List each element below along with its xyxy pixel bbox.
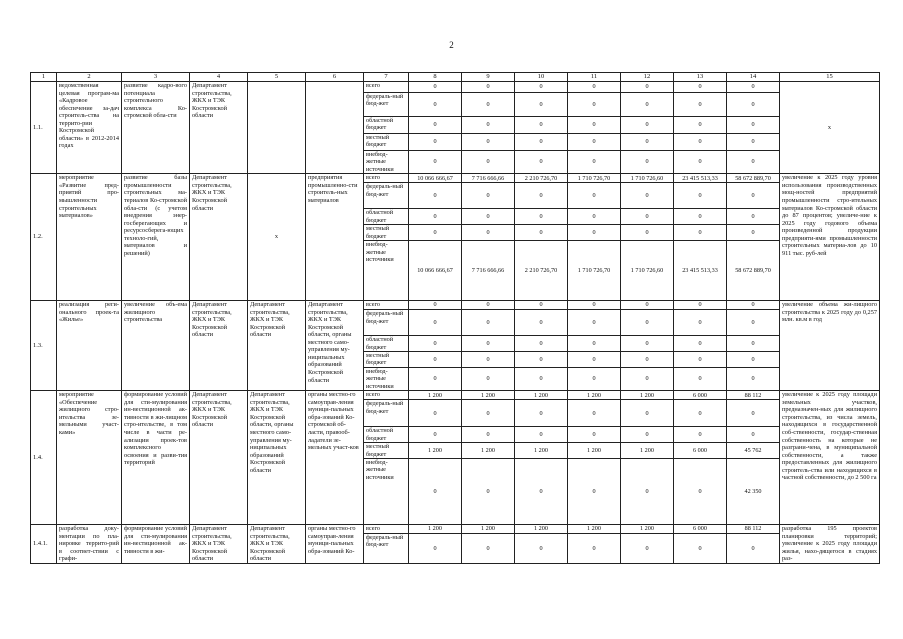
amount-cell: 1 200 [409,525,462,534]
amount-cell: 0 [727,225,780,241]
amount-cell: 0 [515,310,568,336]
header-cell: 11 [568,73,621,82]
header-cell: 7 [364,73,409,82]
amount-cell: 0 [409,151,462,174]
row-index: 1.4. [31,391,57,525]
amount-cell: 0 [462,336,515,352]
amount-cell: 0 [727,82,780,93]
amount-cell: 0 [674,117,727,134]
amount-cell: 0 [515,400,568,427]
amount-cell: 0 [568,117,621,134]
amount-cell: 0 [621,151,674,174]
co-executor-cell: Департамент строительства, ЖКХ и ТЭК Костромской области, органы местного само-управления му-ниципальных образований Костромской области [248,391,306,525]
funding-source-cell: всего [364,391,409,400]
amount-cell: 0 [674,301,727,310]
amount-cell: 0 [568,225,621,241]
row-index: 1.2. [31,174,57,301]
funding-source-cell: федераль-ный бюд-жет [364,183,409,209]
header-cell: 9 [462,73,515,82]
amount-cell: 0 [409,209,462,225]
amount-cell: 58 672 889,70 [727,174,780,183]
header-row [31,73,880,82]
header-cell: 3 [122,73,190,82]
amount-cell: 0 [462,183,515,209]
responsible-cell: Департамент строительства, ЖКХ и ТЭК Костромской области [190,174,248,301]
amount-cell: 1 200 [621,391,674,400]
amount-cell: 0 [621,225,674,241]
co-executor-cell [248,82,306,174]
header-cell: 5 [248,73,306,82]
funding-source-cell: местный бюджет [364,134,409,151]
amount-cell: 1 710 726,70 [568,174,621,183]
amount-cell: 0 [621,117,674,134]
amount-cell: 0 [568,93,621,117]
funding-source-cell: федераль-ный бюд-жет [364,400,409,427]
amount-cell: 0 [621,134,674,151]
funding-source-cell: областной бюджет [364,427,409,443]
amount-cell: 7 716 666,66 [462,174,515,183]
amount-cell: 0 [462,93,515,117]
amount-cell: 0 [462,427,515,443]
page-number: 2 [449,40,454,50]
amount-cell: 0 [568,82,621,93]
amount-cell: 2 210 726,70 [515,241,568,301]
goal-cell: развитие базы промышленности строительных ма-териалов Ко-стромской обла-сти (с учетом внедрения энер-госберегающих и ресурсосберега-ющих техноло-гий, материалов и решений) [122,174,190,301]
table-row [31,525,880,534]
amount-cell: 0 [727,117,780,134]
participants-cell: Департамент строительства, ЖКХ и ТЭК Костромской области, органы местного само-управления му-ниципальных образований Костромской области [306,301,364,391]
funding-source-cell: местный бюджет [364,443,409,459]
amount-cell: 0 [568,459,621,525]
amount-cell: 0 [462,151,515,174]
amount-cell: 6 000 [674,391,727,400]
funding-source-cell: всего [364,301,409,310]
amount-cell: 0 [568,336,621,352]
header-cell: 13 [674,73,727,82]
amount-cell: 0 [462,367,515,390]
amount-cell: 0 [462,351,515,367]
amount-cell: 0 [674,134,727,151]
participants-cell: предприятия промышленно-сти строитель-ных материалов [306,174,364,301]
amount-cell: 23 415 513,33 [674,241,727,301]
amount-cell: 0 [674,534,727,564]
amount-cell: 45 762 [727,443,780,459]
amount-cell: 1 200 [409,443,462,459]
expected-result-cell: увеличение объема жи-лищного строительства к 2025 году до 0,257 млн. кв.м в год [780,301,880,391]
amount-cell: 0 [568,400,621,427]
funding-source-cell: местный бюджет [364,351,409,367]
amount-cell: 0 [515,367,568,390]
amount-cell: 0 [515,82,568,93]
amount-cell: 1 200 [409,391,462,400]
amount-cell: 0 [674,336,727,352]
goal-cell: формирование условий для сти-мулирования ин-вестиционной ак-тивности в жи-лищном стро-ительстве, в том числе в части ре-ализации проек-тов комплексного освоения и разви-тия территорий [122,391,190,525]
expected-result-cell: х [780,82,880,174]
amount-cell: 1 200 [568,525,621,534]
amount-cell: 0 [674,367,727,390]
amount-cell: 1 200 [515,391,568,400]
amount-cell: 6 000 [674,443,727,459]
amount-cell: 0 [462,534,515,564]
funding-source-cell: федераль-ный бюд-жет [364,310,409,336]
amount-cell: 0 [409,82,462,93]
amount-cell: 0 [727,400,780,427]
amount-cell: 0 [568,209,621,225]
amount-cell: 0 [409,400,462,427]
amount-cell: 0 [409,225,462,241]
amount-cell: 0 [462,310,515,336]
amount-cell: 0 [674,225,727,241]
header-cell: 2 [57,73,122,82]
amount-cell: 0 [621,534,674,564]
table-row [31,391,880,400]
amount-cell: 0 [621,351,674,367]
header-cell: 4 [190,73,248,82]
funding-source-cell: всего [364,82,409,93]
funding-source-cell: внебюд-жетные источники [364,151,409,174]
amount-cell: 0 [621,209,674,225]
table-row [31,301,880,310]
amount-cell: 1 200 [568,443,621,459]
amount-cell: 1 200 [462,525,515,534]
amount-cell: 0 [568,427,621,443]
amount-cell: 1 200 [621,525,674,534]
expected-result-cell: увеличение к 2025 году уровня использования производственных мощ-ностей предприятий промышленности стро-ительных материалов Ко-стромской области до 87 процентов; увеличе-ние к 2025 году годового объема произведенной продукции предприяти-ями промышленности строительных материа-лов до 10 911 тыс. руб-лей [780,174,880,301]
amount-cell: 0 [727,534,780,564]
funding-source-cell: всего [364,525,409,534]
amount-cell: 0 [621,183,674,209]
amount-cell: 0 [515,151,568,174]
expected-result-cell: разработка 195 проектов планировки территорий; увеличение к 2025 году площади жилья, нахо-дящегося в стадиях раз- [780,525,880,564]
amount-cell: 0 [409,117,462,134]
amount-cell: 0 [727,183,780,209]
amount-cell: 0 [568,301,621,310]
row-index: 1.4.1. [31,525,57,564]
amount-cell: 0 [462,459,515,525]
amount-cell: 0 [462,301,515,310]
amount-cell: 0 [568,310,621,336]
funding-source-cell: внебюд-жетные источники [364,241,409,301]
amount-cell: 0 [515,459,568,525]
amount-cell: 0 [409,427,462,443]
co-executor-cell: х [248,174,306,301]
amount-cell: 0 [515,117,568,134]
amount-cell: 0 [674,310,727,336]
amount-cell: 0 [621,336,674,352]
amount-cell: 0 [674,400,727,427]
amount-cell: 0 [727,93,780,117]
amount-cell: 2 210 726,70 [515,174,568,183]
expected-result-cell: увеличение к 2025 году площади земельных участков, предназначен-ных для жилищного строительства, из числа земель, находящихся в государственной соб-ственности, государ-ственная собственность на которые не разграни-чена, в муниципальной собственности, а также предоставленных для жилищного строитель-ства или находящихся в частной собственности, до 2 500 га [780,391,880,525]
amount-cell: 0 [462,134,515,151]
table-body [31,73,880,564]
amount-cell: 0 [674,427,727,443]
amount-cell: 0 [462,82,515,93]
amount-cell: 0 [409,459,462,525]
amount-cell: 0 [515,534,568,564]
amount-cell: 0 [568,151,621,174]
header-cell: 1 [31,73,57,82]
header-cell: 12 [621,73,674,82]
amount-cell: 1 710 726,70 [568,241,621,301]
amount-cell: 0 [674,209,727,225]
amount-cell: 0 [727,151,780,174]
amount-cell: 0 [409,534,462,564]
responsible-cell: Департамент строительства, ЖКХ и ТЭК Костромской области [190,82,248,174]
amount-cell: 0 [515,209,568,225]
amount-cell: 0 [674,351,727,367]
amount-cell: 0 [568,351,621,367]
responsible-cell: Департамент строительства, ЖКХ и ТЭК Костромской области [190,391,248,525]
amount-cell: 0 [462,225,515,241]
amount-cell: 0 [621,301,674,310]
amount-cell: 88 112 [727,525,780,534]
amount-cell: 0 [568,134,621,151]
funding-source-cell: областной бюджет [364,117,409,134]
amount-cell: 1 200 [462,443,515,459]
header-cell: 15 [780,73,880,82]
amount-cell: 1 200 [568,391,621,400]
amount-cell: 1 200 [515,525,568,534]
amount-cell: 0 [462,117,515,134]
participants-cell [306,82,364,174]
co-executor-cell: Департамент строительства, ЖКХ и ТЭК Костромской области [248,525,306,564]
amount-cell: 1 200 [515,443,568,459]
amount-cell: 0 [727,310,780,336]
amount-cell: 42 350 [727,459,780,525]
amount-cell: 0 [621,93,674,117]
amount-cell: 0 [727,336,780,352]
amount-cell: 0 [515,336,568,352]
row-index: 1.1. [31,82,57,174]
amount-cell: 0 [621,427,674,443]
amount-cell: 0 [515,225,568,241]
funding-source-cell: федераль-ный бюд-жет [364,93,409,117]
amount-cell: 0 [727,134,780,151]
amount-cell: 7 716 666,66 [462,241,515,301]
header-cell: 6 [306,73,364,82]
amount-cell: 0 [727,427,780,443]
event-name-cell: реализация реги-онального проек-та «Жилье» [57,301,122,391]
amount-cell: 0 [568,534,621,564]
amount-cell: 0 [727,351,780,367]
amount-cell: 0 [515,351,568,367]
amount-cell: 0 [568,367,621,390]
amount-cell: 0 [409,134,462,151]
responsible-cell: Департамент строительства, ЖКХ и ТЭК Костромской области [190,525,248,564]
amount-cell: 0 [727,209,780,225]
participants-cell: органы местно-го самоуправ-ления муници-пальных обра-зований Ко-стромской об-ласти, правооб-ладатели зе-мельных участ-ков [306,391,364,525]
amount-cell: 0 [727,301,780,310]
amount-cell: 0 [621,400,674,427]
table-row [31,82,880,93]
goal-cell: увеличение объ-ема жилищного строительства [122,301,190,391]
goal-cell: формирование условий для сти-мулирования ин-вестиционной ак-тивности в жи- [122,525,190,564]
amount-cell: 10 066 666,67 [409,241,462,301]
participants-cell: органы местно-го самоуправ-ления муници-пальных обра-зований Ко- [306,525,364,564]
header-cell: 8 [409,73,462,82]
amount-cell: 0 [568,183,621,209]
event-name-cell: мероприятие «Развитие пред-приятий про-мышленности строительных материалов» [57,174,122,301]
amount-cell: 0 [409,336,462,352]
funding-source-cell: внебюд-жетные источники [364,459,409,525]
amount-cell: 1 200 [462,391,515,400]
funding-source-cell: внебюд-жетные источники [364,367,409,390]
amount-cell: 0 [409,183,462,209]
funding-source-cell: областной бюджет [364,209,409,225]
amount-cell: 0 [409,351,462,367]
amount-cell: 0 [515,301,568,310]
amount-cell: 10 066 666,67 [409,174,462,183]
amount-cell: 0 [674,93,727,117]
amount-cell: 0 [409,301,462,310]
amount-cell: 0 [674,183,727,209]
amount-cell: 0 [727,367,780,390]
amount-cell: 0 [621,82,674,93]
co-executor-cell: Департамент строительства, ЖКХ и ТЭК Костромской области [248,301,306,391]
amount-cell: 88 112 [727,391,780,400]
amount-cell: 0 [409,367,462,390]
funding-source-cell: областной бюджет [364,336,409,352]
amount-cell: 6 000 [674,525,727,534]
amount-cell: 23 415 513,33 [674,174,727,183]
amount-cell: 0 [674,82,727,93]
amount-cell: 0 [462,209,515,225]
amount-cell: 0 [621,459,674,525]
amount-cell: 1 200 [621,443,674,459]
event-name-cell: мероприятие «Обеспечение жилищного стро-ительства зе-мельными участ-ками» [57,391,122,525]
program-table [30,72,880,564]
amount-cell: 0 [515,427,568,443]
amount-cell: 0 [621,367,674,390]
amount-cell: 0 [409,310,462,336]
amount-cell: 0 [621,310,674,336]
amount-cell: 0 [462,400,515,427]
goal-cell: развитие кадро-вого потенциала строительного комплекса Ко-стромской обла-сти [122,82,190,174]
amount-cell: 0 [515,183,568,209]
row-index: 1.3. [31,301,57,391]
amount-cell: 1 710 726,60 [621,174,674,183]
header-cell: 10 [515,73,568,82]
table-row [31,174,880,183]
amount-cell: 0 [515,93,568,117]
amount-cell: 1 710 726,60 [621,241,674,301]
funding-source-cell: всего [364,174,409,183]
amount-cell: 0 [515,134,568,151]
amount-cell: 0 [674,459,727,525]
amount-cell: 58 672 889,70 [727,241,780,301]
amount-cell: 0 [409,93,462,117]
funding-source-cell: федераль-ный бюд-жет [364,534,409,564]
event-name-cell: ведомственная целевая програм-ма «Кадровое обеспечение за-дач строитель-ства на террито-рии Костромской области» в 2012-2014 годах [57,82,122,174]
responsible-cell: Департамент строительства, ЖКХ и ТЭК Костромской области [190,301,248,391]
event-name-cell: разработка доку-ментации по пла-нировке террито-рий в соответ-ствии с графи- [57,525,122,564]
amount-cell: 0 [674,151,727,174]
header-cell: 14 [727,73,780,82]
funding-source-cell: местный бюджет [364,225,409,241]
